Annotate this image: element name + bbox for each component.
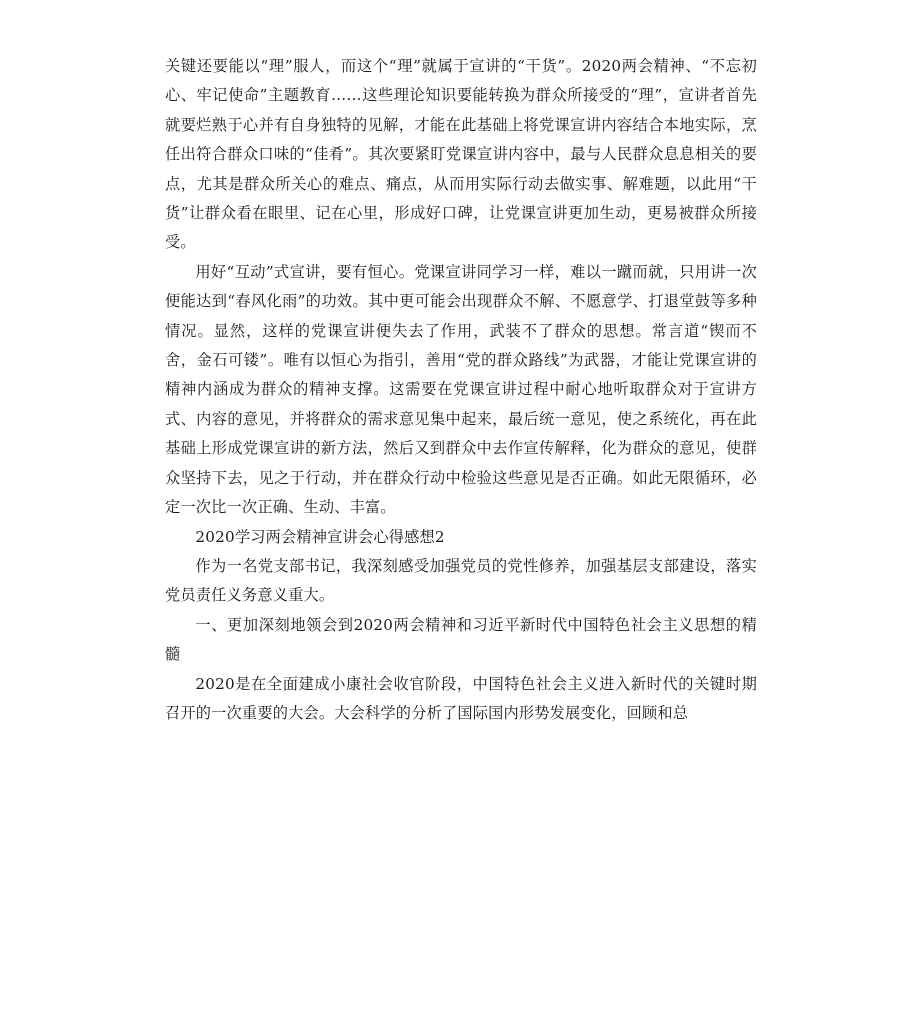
body-paragraph-2: 用好“互动”式宣讲，要有恒心。党课宣讲同学习一样，难以一蹴而就，只用讲一次便能达到“春风化雨”的功效。其中更可能会出现群众不解、不愿意学、打退堂鼓等多种情况。显然，这样的党课宣讲便失去了作用，武装不了群众的思想。常言道“锲而不舍，金石可镂”。唯有以恒心为指引，善用“党的群众路线”为武器，才能让党课宣讲的精神内涵成为群众的精神支撑。这需要在党课宣讲过程中耐心地听取群众对于宣讲方式、内容的意见，并将群众的需求意见集中起来，最后统一意见，使之系统化，再在此基础上形成党课宣讲的新方法，然后又到群众中去作宣传解释，化为群众的意见，使群众坚持下去，见之于行动，并在群众行动中检验这些意见是否正确。如此无限循环，必定一次比一次正确、生动、丰富。 <box>165 262 757 517</box>
section-title: 2020学习两会精神宣讲会心得感想2 <box>195 527 445 546</box>
subsection-heading: 一、更加深刻地领会到2020两会精神和习近平新时代中国特色社会主义思想的精髓 <box>165 615 757 664</box>
body-paragraph-4: 2020是在全面建成小康社会收官阶段，中国特色社会主义进入新时代的关键时期召开的一次重要的大会。大会科学的分析了国际国内形势发展变化，回顾和总 <box>165 674 757 722</box>
document-page <box>165 52 757 728</box>
body-paragraph-1: 关键还要能以“理”服人，而这个“理”就属于宣讲的“干货”。2020两会精神、“不忘初心、牢记使命”主题教育……这些理论知识要能转换为群众所接受的“理”，宣讲者首先就要烂熟于心并有自身独特的见解，才能在此基础上将党课宣讲内容结合本地实际，烹任出符合群众口味的“佳肴”。其次要紧盯党课宣讲内容中，最与人民群众息息相关的要点，尤其是群众所关心的难点、痛点，从而用实际行动去做实事、解难题，以此用“干货”让群众看在眼里、记在心里，形成好口碑，让党课宣讲更加生动，更易被群众所接受。 <box>165 57 757 252</box>
body-paragraph-3: 作为一名党支部书记，我深刻感受加强党员的党性修养，加强基层支部建设，落实党员责任义务意义重大。 <box>165 556 757 605</box>
